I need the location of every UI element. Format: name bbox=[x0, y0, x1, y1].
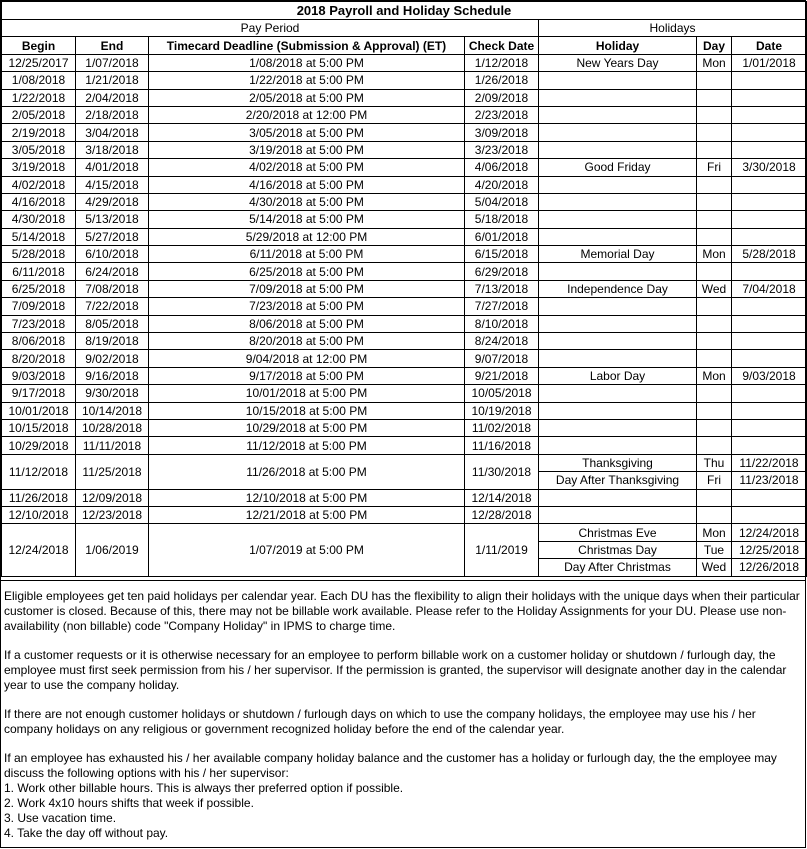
deadline-cell: 10/01/2018 at 5:00 PM bbox=[149, 385, 465, 402]
holiday-empty-cell bbox=[697, 333, 732, 350]
table-row bbox=[2, 106, 807, 123]
deadline-cell: 6/25/2018 at 5:00 PM bbox=[149, 263, 465, 280]
check-date-cell: 7/13/2018 bbox=[465, 280, 539, 297]
holiday-empty-cell bbox=[732, 193, 807, 210]
holiday-day-cell: Fri bbox=[697, 159, 732, 176]
deadline-cell: 2/20/2018 at 12:00 PM bbox=[149, 106, 465, 123]
begin-cell: 12/10/2018 bbox=[2, 506, 76, 523]
holiday-empty-cell bbox=[539, 72, 697, 89]
holiday-empty-cell bbox=[539, 89, 697, 106]
options-list bbox=[4, 781, 802, 841]
holiday-empty-cell bbox=[539, 419, 697, 436]
check-date-cell: 6/01/2018 bbox=[465, 228, 539, 245]
col-header-check-date: Check Date bbox=[465, 37, 539, 54]
holiday-empty-cell bbox=[539, 193, 697, 210]
holiday-empty-cell bbox=[732, 72, 807, 89]
check-date-cell: 6/15/2018 bbox=[465, 246, 539, 263]
deadline-cell: 4/30/2018 at 5:00 PM bbox=[149, 193, 465, 210]
holiday-empty-cell bbox=[539, 176, 697, 193]
holiday-empty-cell bbox=[732, 263, 807, 280]
table-row bbox=[2, 141, 807, 158]
holiday-empty-cell bbox=[697, 72, 732, 89]
holiday-empty-cell bbox=[697, 385, 732, 402]
holiday-name-cell: Christmas Eve bbox=[539, 524, 697, 541]
holiday-empty-cell bbox=[539, 298, 697, 315]
deadline-cell: 4/16/2018 at 5:00 PM bbox=[149, 176, 465, 193]
end-cell: 7/22/2018 bbox=[76, 298, 149, 315]
check-date-cell: 8/24/2018 bbox=[465, 333, 539, 350]
deadline-cell: 11/26/2018 at 5:00 PM bbox=[149, 454, 465, 489]
table-row bbox=[2, 89, 807, 106]
table-row bbox=[2, 315, 807, 332]
check-date-cell: 9/21/2018 bbox=[465, 367, 539, 384]
holiday-day-cell: Mon bbox=[697, 367, 732, 384]
end-cell: 8/05/2018 bbox=[76, 315, 149, 332]
holiday-empty-cell bbox=[697, 419, 732, 436]
holiday-empty-cell bbox=[697, 315, 732, 332]
begin-cell: 2/19/2018 bbox=[2, 124, 76, 141]
holiday-empty-cell bbox=[539, 437, 697, 454]
holiday-date-cell: 7/04/2018 bbox=[732, 280, 807, 297]
begin-cell: 6/11/2018 bbox=[2, 263, 76, 280]
begin-cell: 9/03/2018 bbox=[2, 367, 76, 384]
begin-cell: 6/25/2018 bbox=[2, 280, 76, 297]
check-date-cell: 1/12/2018 bbox=[465, 54, 539, 71]
check-date-cell: 1/11/2019 bbox=[465, 524, 539, 576]
check-date-cell: 6/29/2018 bbox=[465, 263, 539, 280]
end-cell: 9/30/2018 bbox=[76, 385, 149, 402]
begin-cell: 1/22/2018 bbox=[2, 89, 76, 106]
holiday-empty-cell bbox=[732, 506, 807, 523]
table-row bbox=[2, 437, 807, 454]
holiday-day-cell: Mon bbox=[697, 524, 732, 541]
deadline-cell: 4/02/2018 at 5:00 PM bbox=[149, 159, 465, 176]
check-date-cell: 4/20/2018 bbox=[465, 176, 539, 193]
holiday-date-cell: 12/25/2018 bbox=[732, 541, 807, 558]
holiday-empty-cell bbox=[539, 315, 697, 332]
holiday-day-cell: Thu bbox=[697, 454, 732, 471]
end-cell: 12/23/2018 bbox=[76, 506, 149, 523]
holiday-empty-cell bbox=[697, 211, 732, 228]
option-item: 2. Work 4x10 hours shifts that week if possible. bbox=[4, 796, 254, 810]
table-row bbox=[2, 280, 807, 297]
deadline-cell: 6/11/2018 at 5:00 PM bbox=[149, 246, 465, 263]
holiday-empty-cell bbox=[732, 402, 807, 419]
schedule-table bbox=[1, 1, 807, 577]
end-cell: 2/18/2018 bbox=[76, 106, 149, 123]
holiday-empty-cell bbox=[539, 350, 697, 367]
table-row bbox=[2, 228, 807, 245]
end-cell: 6/24/2018 bbox=[76, 263, 149, 280]
end-cell: 3/18/2018 bbox=[76, 141, 149, 158]
check-date-cell: 8/10/2018 bbox=[465, 315, 539, 332]
end-cell: 8/19/2018 bbox=[76, 333, 149, 350]
policy-paragraph: If there are not enough customer holidays or shutdown / furlough days on which to use the company holidays, the employee may use his / her company holidays on any religious or government recognized holiday before the end of the calendar year. bbox=[4, 707, 756, 736]
check-date-cell: 7/27/2018 bbox=[465, 298, 539, 315]
begin-cell: 4/30/2018 bbox=[2, 211, 76, 228]
check-date-cell: 11/30/2018 bbox=[465, 454, 539, 489]
holidays-group-header: Holidays bbox=[539, 20, 807, 37]
option-item: 1. Work other billable hours. This is always ther preferred option if possible. bbox=[4, 781, 404, 795]
begin-cell: 10/01/2018 bbox=[2, 402, 76, 419]
check-date-cell: 2/09/2018 bbox=[465, 89, 539, 106]
holiday-empty-cell bbox=[697, 489, 732, 506]
begin-cell: 9/17/2018 bbox=[2, 385, 76, 402]
begin-cell: 8/06/2018 bbox=[2, 333, 76, 350]
deadline-cell: 5/29/2018 at 12:00 PM bbox=[149, 228, 465, 245]
check-date-cell: 5/18/2018 bbox=[465, 211, 539, 228]
holiday-empty-cell bbox=[732, 437, 807, 454]
holiday-empty-cell bbox=[732, 419, 807, 436]
policy-paragraph: If an employee has exhausted his / her available company holiday balance and the customer has a holiday or furlough day, the the employee may discuss the following options with his / her supervisor: bbox=[4, 751, 777, 780]
table-row bbox=[2, 124, 807, 141]
option-item: 4. Take the day off without pay. bbox=[4, 826, 169, 840]
col-header-date: Date bbox=[732, 37, 807, 54]
holiday-empty-cell bbox=[539, 211, 697, 228]
holiday-empty-cell bbox=[697, 124, 732, 141]
holiday-name-cell: Good Friday bbox=[539, 159, 697, 176]
end-cell: 11/25/2018 bbox=[76, 454, 149, 489]
begin-cell: 2/05/2018 bbox=[2, 106, 76, 123]
end-cell: 12/09/2018 bbox=[76, 489, 149, 506]
holiday-empty-cell bbox=[697, 350, 732, 367]
col-header-end: End bbox=[76, 37, 149, 54]
holiday-empty-cell bbox=[697, 141, 732, 158]
holiday-empty-cell bbox=[697, 506, 732, 523]
holiday-empty-cell bbox=[697, 176, 732, 193]
table-row bbox=[2, 246, 807, 263]
holiday-empty-cell bbox=[732, 333, 807, 350]
holiday-name-cell: Day After Thanksgiving bbox=[539, 472, 697, 489]
holiday-empty-cell bbox=[732, 350, 807, 367]
table-row bbox=[2, 333, 807, 350]
begin-cell: 10/29/2018 bbox=[2, 437, 76, 454]
option-item: 3. Use vacation time. bbox=[4, 811, 117, 825]
deadline-cell: 3/19/2018 at 5:00 PM bbox=[149, 141, 465, 158]
holiday-date-cell: 1/01/2018 bbox=[732, 54, 807, 71]
table-row bbox=[2, 506, 807, 523]
holiday-empty-cell bbox=[732, 124, 807, 141]
holiday-date-cell: 11/23/2018 bbox=[732, 472, 807, 489]
begin-cell: 5/28/2018 bbox=[2, 246, 76, 263]
holiday-empty-cell bbox=[732, 176, 807, 193]
check-date-cell: 11/16/2018 bbox=[465, 437, 539, 454]
end-cell: 1/21/2018 bbox=[76, 72, 149, 89]
deadline-cell: 7/23/2018 at 5:00 PM bbox=[149, 298, 465, 315]
holiday-empty-cell bbox=[697, 228, 732, 245]
table-row bbox=[2, 402, 807, 419]
holiday-date-cell: 9/03/2018 bbox=[732, 367, 807, 384]
table-row bbox=[2, 193, 807, 210]
deadline-cell: 7/09/2018 at 5:00 PM bbox=[149, 280, 465, 297]
holiday-name-cell: Day After Christmas bbox=[539, 559, 697, 576]
holiday-empty-cell bbox=[732, 106, 807, 123]
deadline-cell: 11/12/2018 at 5:00 PM bbox=[149, 437, 465, 454]
holiday-day-cell: Tue bbox=[697, 541, 732, 558]
deadline-cell: 1/08/2018 at 5:00 PM bbox=[149, 54, 465, 71]
table-row bbox=[2, 454, 807, 471]
end-cell: 4/29/2018 bbox=[76, 193, 149, 210]
table-row bbox=[2, 385, 807, 402]
check-date-cell: 9/07/2018 bbox=[465, 350, 539, 367]
holiday-policy-notes bbox=[1, 580, 805, 848]
holiday-day-cell: Mon bbox=[697, 54, 732, 71]
holiday-name-cell: Independence Day bbox=[539, 280, 697, 297]
holiday-empty-cell bbox=[732, 211, 807, 228]
check-date-cell: 12/28/2018 bbox=[465, 506, 539, 523]
deadline-cell: 3/05/2018 at 5:00 PM bbox=[149, 124, 465, 141]
holiday-empty-cell bbox=[539, 333, 697, 350]
check-date-cell: 5/04/2018 bbox=[465, 193, 539, 210]
holiday-name-cell: New Years Day bbox=[539, 54, 697, 71]
begin-cell: 8/20/2018 bbox=[2, 350, 76, 367]
holiday-name-cell: Labor Day bbox=[539, 367, 697, 384]
check-date-cell: 12/14/2018 bbox=[465, 489, 539, 506]
end-cell: 6/10/2018 bbox=[76, 246, 149, 263]
table-row bbox=[2, 176, 807, 193]
holiday-empty-cell bbox=[732, 89, 807, 106]
holiday-date-cell: 5/28/2018 bbox=[732, 246, 807, 263]
end-cell: 5/13/2018 bbox=[76, 211, 149, 228]
holiday-empty-cell bbox=[697, 437, 732, 454]
holiday-date-cell: 3/30/2018 bbox=[732, 159, 807, 176]
holiday-empty-cell bbox=[732, 315, 807, 332]
holiday-name-cell: Christmas Day bbox=[539, 541, 697, 558]
begin-cell: 7/23/2018 bbox=[2, 315, 76, 332]
end-cell: 4/01/2018 bbox=[76, 159, 149, 176]
deadline-cell: 9/04/2018 at 12:00 PM bbox=[149, 350, 465, 367]
policy-paragraph: Eligible employees get ten paid holidays per calendar year. Each DU has the flexibility to align their holidays with the unique days when their particular customer is closed. Because of this, there may not be billable work available. Please refer to the Holiday Assignments for your DU. Please use non-availability (non billable) code "Company Holiday" in IPMS to charge time. bbox=[4, 589, 800, 633]
holiday-empty-cell bbox=[697, 298, 732, 315]
begin-cell: 3/05/2018 bbox=[2, 141, 76, 158]
end-cell: 4/15/2018 bbox=[76, 176, 149, 193]
holiday-empty-cell bbox=[697, 402, 732, 419]
check-date-cell: 3/23/2018 bbox=[465, 141, 539, 158]
col-header-deadline: Timecard Deadline (Submission & Approval) (ET) bbox=[149, 37, 465, 54]
check-date-cell: 3/09/2018 bbox=[465, 124, 539, 141]
table-row bbox=[2, 350, 807, 367]
holiday-date-cell: 12/24/2018 bbox=[732, 524, 807, 541]
begin-cell: 5/14/2018 bbox=[2, 228, 76, 245]
begin-cell: 1/08/2018 bbox=[2, 72, 76, 89]
deadline-cell: 1/22/2018 at 5:00 PM bbox=[149, 72, 465, 89]
col-header-begin: Begin bbox=[2, 37, 76, 54]
holiday-empty-cell bbox=[697, 193, 732, 210]
table-row bbox=[2, 524, 807, 541]
begin-cell: 11/12/2018 bbox=[2, 454, 76, 489]
table-row bbox=[2, 367, 807, 384]
holiday-date-cell: 11/22/2018 bbox=[732, 454, 807, 471]
begin-cell: 7/09/2018 bbox=[2, 298, 76, 315]
begin-cell: 4/16/2018 bbox=[2, 193, 76, 210]
check-date-cell: 4/06/2018 bbox=[465, 159, 539, 176]
deadline-cell: 8/20/2018 at 5:00 PM bbox=[149, 333, 465, 350]
check-date-cell: 10/19/2018 bbox=[465, 402, 539, 419]
holiday-empty-cell bbox=[539, 489, 697, 506]
holiday-empty-cell bbox=[732, 489, 807, 506]
check-date-cell: 2/23/2018 bbox=[465, 106, 539, 123]
check-date-cell: 11/02/2018 bbox=[465, 419, 539, 436]
begin-cell: 11/26/2018 bbox=[2, 489, 76, 506]
holiday-empty-cell bbox=[539, 106, 697, 123]
holiday-empty-cell bbox=[732, 385, 807, 402]
holiday-day-cell: Mon bbox=[697, 246, 732, 263]
table-row bbox=[2, 489, 807, 506]
end-cell: 5/27/2018 bbox=[76, 228, 149, 245]
deadline-cell: 2/05/2018 at 5:00 PM bbox=[149, 89, 465, 106]
check-date-cell: 10/05/2018 bbox=[465, 385, 539, 402]
holiday-day-cell: Fri bbox=[697, 472, 732, 489]
begin-cell: 12/24/2018 bbox=[2, 524, 76, 576]
holiday-empty-cell bbox=[539, 124, 697, 141]
holiday-empty-cell bbox=[539, 506, 697, 523]
holiday-day-cell: Wed bbox=[697, 559, 732, 576]
end-cell: 10/14/2018 bbox=[76, 402, 149, 419]
end-cell: 3/04/2018 bbox=[76, 124, 149, 141]
begin-cell: 10/15/2018 bbox=[2, 419, 76, 436]
check-date-cell: 1/26/2018 bbox=[465, 72, 539, 89]
end-cell: 1/07/2018 bbox=[76, 54, 149, 71]
holiday-empty-cell bbox=[539, 402, 697, 419]
deadline-cell: 12/21/2018 at 5:00 PM bbox=[149, 506, 465, 523]
end-cell: 9/16/2018 bbox=[76, 367, 149, 384]
holiday-empty-cell bbox=[697, 106, 732, 123]
holiday-empty-cell bbox=[539, 228, 697, 245]
col-header-holiday: Holiday bbox=[539, 37, 697, 54]
table-row bbox=[2, 159, 807, 176]
holiday-date-cell: 12/26/2018 bbox=[732, 559, 807, 576]
end-cell: 9/02/2018 bbox=[76, 350, 149, 367]
holiday-empty-cell bbox=[732, 228, 807, 245]
table-row bbox=[2, 298, 807, 315]
holiday-name-cell: Memorial Day bbox=[539, 246, 697, 263]
holiday-empty-cell bbox=[732, 141, 807, 158]
table-row bbox=[2, 54, 807, 71]
deadline-cell: 10/15/2018 at 5:00 PM bbox=[149, 402, 465, 419]
holiday-empty-cell bbox=[539, 141, 697, 158]
deadline-cell: 10/29/2018 at 5:00 PM bbox=[149, 419, 465, 436]
deadline-cell: 5/14/2018 at 5:00 PM bbox=[149, 211, 465, 228]
holiday-empty-cell bbox=[539, 385, 697, 402]
begin-cell: 12/25/2017 bbox=[2, 54, 76, 71]
pay-period-group-header: Pay Period bbox=[2, 20, 539, 37]
holiday-empty-cell bbox=[539, 263, 697, 280]
col-header-day: Day bbox=[697, 37, 732, 54]
end-cell: 2/04/2018 bbox=[76, 89, 149, 106]
table-row bbox=[2, 419, 807, 436]
end-cell: 1/06/2019 bbox=[76, 524, 149, 576]
schedule-title: 2018 Payroll and Holiday Schedule bbox=[2, 2, 807, 20]
holiday-empty-cell bbox=[697, 89, 732, 106]
holiday-empty-cell bbox=[697, 263, 732, 280]
deadline-cell: 8/06/2018 at 5:00 PM bbox=[149, 315, 465, 332]
deadline-cell: 12/10/2018 at 5:00 PM bbox=[149, 489, 465, 506]
holiday-day-cell: Wed bbox=[697, 280, 732, 297]
table-row bbox=[2, 263, 807, 280]
policy-paragraph: If a customer requests or it is otherwise necessary for an employee to perform billable work on a customer holiday or shutdown / furlough day, the employee must first seek permission from his / her supervisor. If the permission is granted, the supervisor will designate another day in the calendar year to use the company holiday. bbox=[4, 648, 787, 692]
end-cell: 10/28/2018 bbox=[76, 419, 149, 436]
table-row bbox=[2, 211, 807, 228]
holiday-empty-cell bbox=[732, 298, 807, 315]
begin-cell: 3/19/2018 bbox=[2, 159, 76, 176]
end-cell: 11/11/2018 bbox=[76, 437, 149, 454]
holiday-name-cell: Thanksgiving bbox=[539, 454, 697, 471]
end-cell: 7/08/2018 bbox=[76, 280, 149, 297]
deadline-cell: 1/07/2019 at 5:00 PM bbox=[149, 524, 465, 576]
begin-cell: 4/02/2018 bbox=[2, 176, 76, 193]
deadline-cell: 9/17/2018 at 5:00 PM bbox=[149, 367, 465, 384]
table-row bbox=[2, 72, 807, 89]
